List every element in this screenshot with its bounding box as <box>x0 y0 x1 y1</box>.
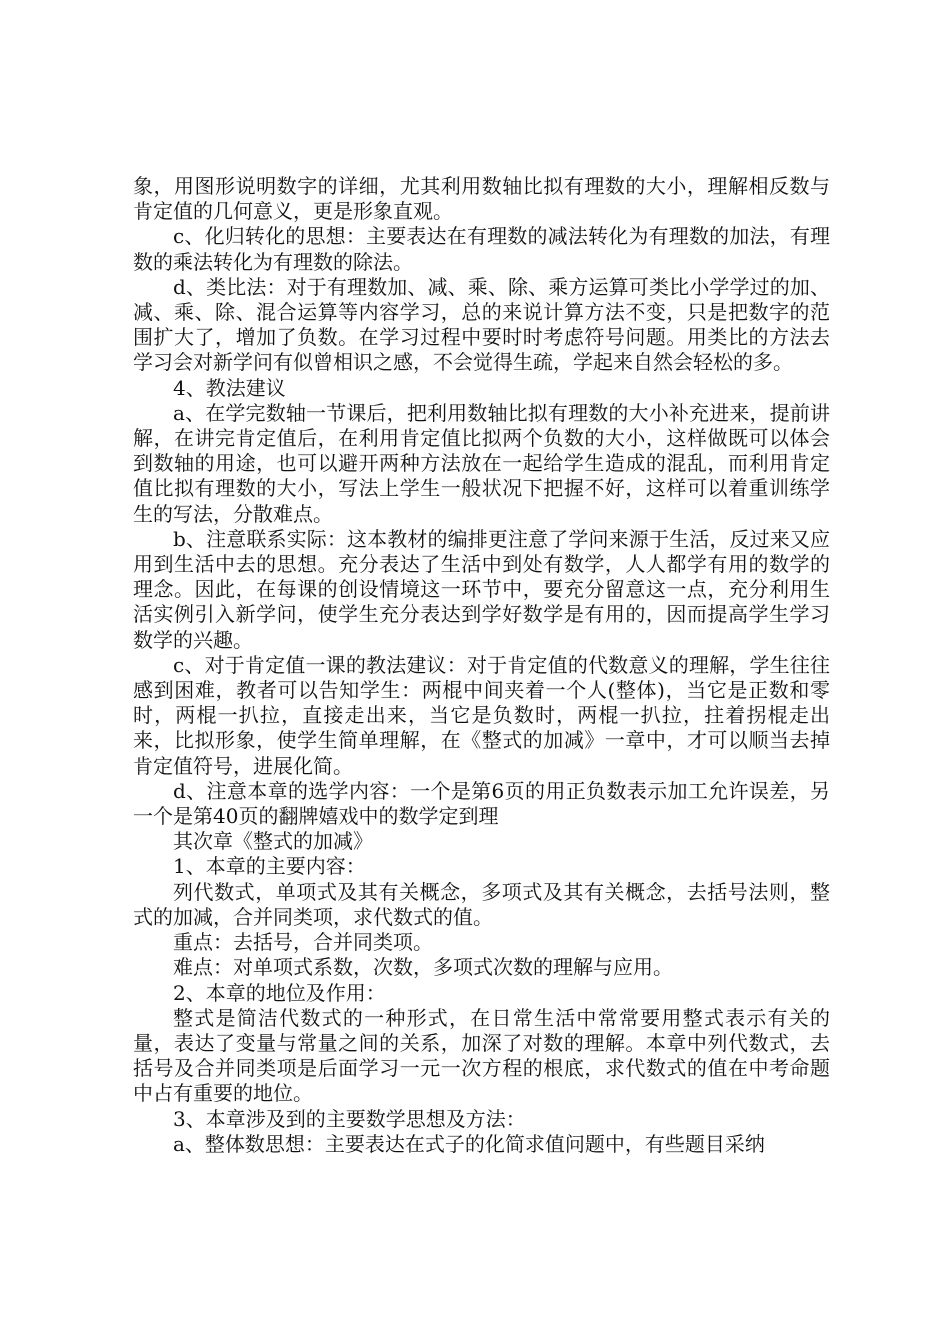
section-heading-role: 2、本章的地位及作用： <box>173 980 386 1005</box>
chapter-heading: 其次章《整式的加减》 <box>173 829 373 854</box>
paragraph-7: c、对于肯定值一课的教法建议：对于肯定值的代数意义的理解，学生往往感到困难，教者可以告知学生：两棍中间夹着一个人(整体)，当它是正数和零时，两棍一扒拉，直接走出来，当它是负数时，两棍一扒拉，拄着拐棍走出来，比拟形象，使学生简单理解，在《整式的加减》一章中，才可以顺当去掉肯定值符号，进展化简。 <box>133 652 830 778</box>
paragraph-3: d、类比法：对于有理数加、减、乘、除、乘方运算可类比小学学过的加、减、乘、除、混合运算等内容学习，总的来说计算方法不变，只是把数字的范围扩大了，增加了负数。在学习过程中要时时考虑符号问题。用类比的方法去学习会对新学问有似曾相识之感，不会觉得生疏，学起来自然会轻松的多。 <box>133 274 830 375</box>
paragraph-5: a、在学完数轴一节课后，把利用数轴比拟有理数的大小补充进来，提前讲解，在讲完肯定值后，在利用肯定值比拟两个负数的大小，这样做既可以体会到数轴的用途，也可以避开两种方法放在一起给学生造成的混乱，而利用肯定值比拟有理数的大小，写法上学生一般状况下把握不好，这样可以着重训练学生的写法，分散难点。 <box>133 400 830 526</box>
paragraph-difficulties: 难点：对单项式系数，次数，多项式次数的理解与应用。 <box>173 955 673 980</box>
document-body <box>133 174 830 1157</box>
paragraph-15: 整式是简洁代数式的一种形式，在日常生活中常常要用整式表示有关的量，表达了变量与常量之间的关系，加深了对数的理解。本章中列代数式，去括号及合并同类项是后面学习一元一次方程的根底，求代数式的值在中考命题中占有重要的地位。 <box>133 1005 830 1106</box>
paragraph-11: 列代数式，单项式及其有关概念，多项式及其有关概念，去括号法则，整式的加减，合并同类项，求代数式的值。 <box>133 879 830 929</box>
paragraph-2: c、化归转化的思想：主要表达在有理数的减法转化为有理数的加法，有理数的乘法转化为有理数的除法。 <box>133 224 830 274</box>
section-heading-main-content: 1、本章的主要内容： <box>173 854 366 879</box>
paragraph-8: d、注意本章的选学内容：一个是第6页的用正负数表示加工允许误差，另一个是第40页的翻牌嬉戏中的数学定到理 <box>133 778 830 829</box>
paragraph-1: 象，用图形说明数字的详细，尤其利用数轴比拟有理数的大小，理解相反数与肯定值的几何意义，更是形象直观。 <box>133 174 830 224</box>
paragraph-key-points: 重点：去括号，合并同类项。 <box>173 930 433 955</box>
section-heading-teaching-suggestions: 4、教法建议 <box>173 375 286 400</box>
section-heading-methods: 3、本章涉及到的主要数学思想及方法： <box>173 1106 526 1131</box>
paragraph-6: b、注意联系实际：这本教材的编排更注意了学问来源于生活，反过来又应用到生活中去的思想。充分表达了生活中到处有数学，人人都学有用的数学的理念。因此，在每课的创设情境这一环节中，要充分留意这一点，充分利用生活实例引入新学问，使学生充分表达到学好数学是有用的，因而提高学生学习数学的兴趣。 <box>133 526 830 652</box>
paragraph-17: a、整体数思想：主要表达在式子的化简求值问题中，有些题目采纳 <box>173 1131 765 1156</box>
